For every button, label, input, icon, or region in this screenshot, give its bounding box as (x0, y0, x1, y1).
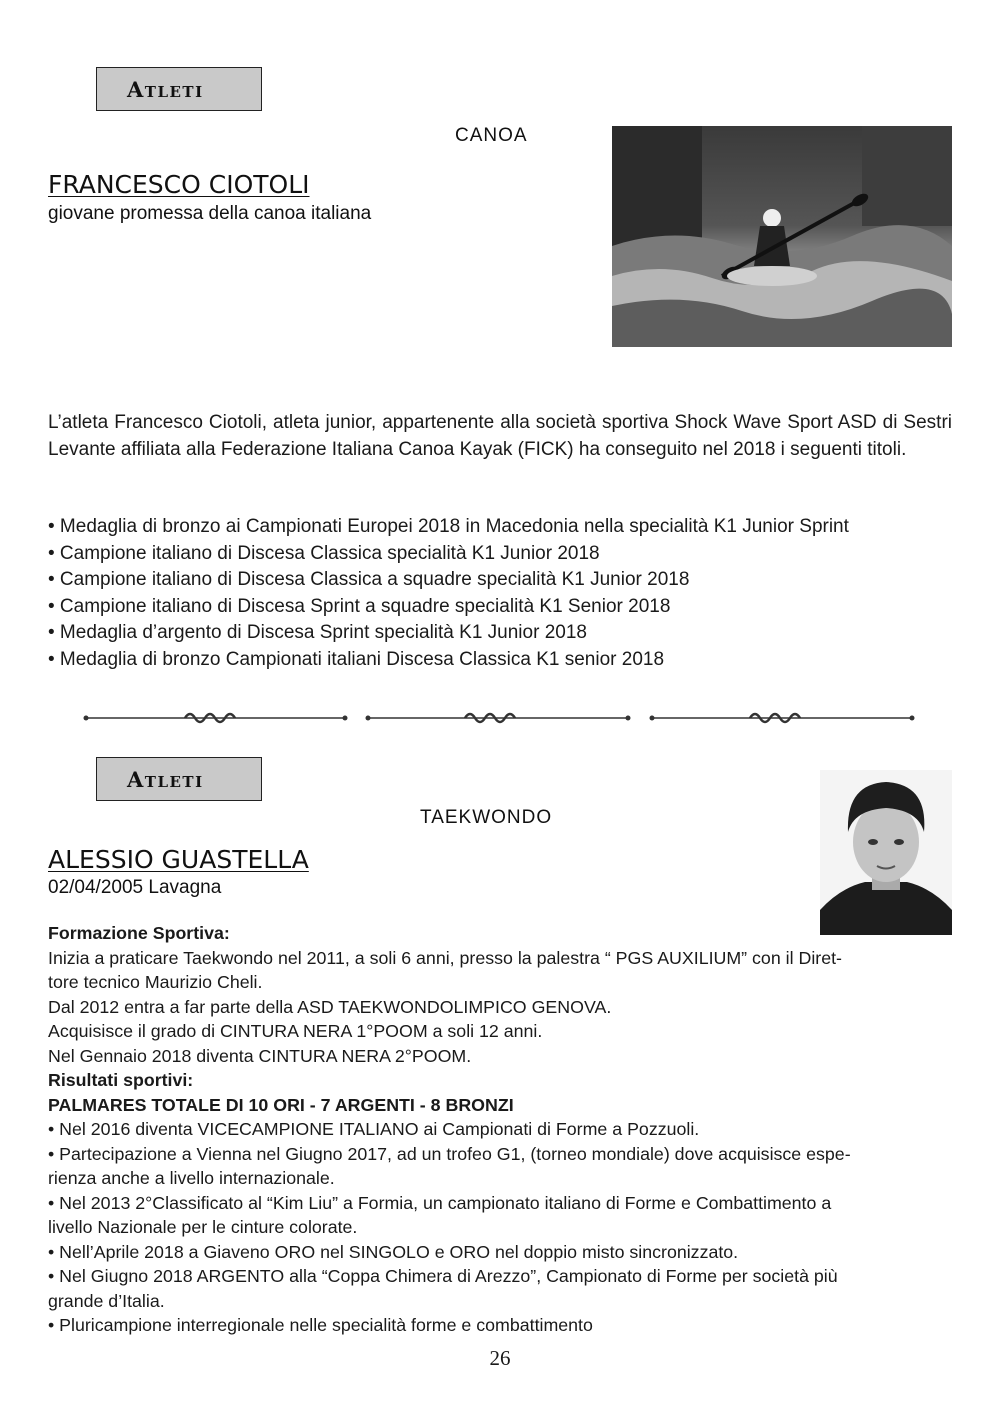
list-item: • Campione italiano di Discesa Sprint a squadre specialità K1 Senior 2018 (48, 595, 671, 617)
list-item: • Campione italiano di Discesa Classica specialità K1 Junior 2018 (48, 542, 600, 564)
section-tag-atleti: Atleti (96, 757, 262, 801)
bio-line: Inizia a praticare Taekwondo nel 2011, a soli 6 anni, presso la palestra “ PGS AUXILIUM” con il Diret- (48, 947, 842, 968)
bio-line: Nel Gennaio 2018 diventa CINTURA NERA 2°POOM. (48, 1045, 472, 1066)
list-item: • Medaglia di bronzo Campionati italiani Discesa Classica K1 senior 2018 (48, 648, 665, 670)
result-line: livello Nazionale per le cinture colorate. (48, 1217, 358, 1237)
result-line: • Partecipazione a Vienna nel Giugno 2017, ad un trofeo G1, (torneo mondiale) dove acquisisce espe- (48, 1143, 851, 1164)
athlete-bio (48, 921, 952, 1338)
athlete-subtitle: giovane promessa della canoa italiana (48, 203, 372, 224)
section-tag-atleti: Atleti (96, 67, 262, 111)
risultati-heading: Risultati sportivi: (48, 1070, 194, 1090)
result-line: • Nell’Aprile 2018 a Giaveno ORO nel SINGOLO e ORO nel doppio misto sincronizzato. (48, 1241, 739, 1262)
bio-line: Acquisisce il grado di CINTURA NERA 1°POOM a soli 12 anni. (48, 1021, 543, 1041)
athlete-description: L’atleta Francesco Ciotoli, atleta junior, appartenente alla società sportiva Shock Wave Sport ASD di Sestri Levante affiliata alla Federazione Italiana Canoa Kayak (FICK) ha conseguito nel 2018 i seguenti titoli. (48, 412, 952, 460)
list-item: • Medaglia di bronzo ai Campionati Europei 2018 in Macedonia nella specialità K1 Junior Sprint (48, 516, 849, 537)
athlete-portrait (820, 770, 952, 935)
bio-line: Dal 2012 entra a far parte della ASD TAEKWONDOLIMPICO GENOVA. (48, 996, 612, 1017)
result-line: • Nel 2013 2°Classificato al “Kim Liu” a Formia, un campionato italiano di Forme e Combattimento a (48, 1192, 832, 1213)
sport-label-canoa: CANOA (455, 125, 528, 146)
athlete-name: FRANCESCO CIOTOLI (48, 170, 310, 199)
result-line: rienza anche a livello internazionale. (48, 1168, 335, 1188)
sport-label-taekwondo: TAEKWONDO (420, 807, 553, 828)
list-item: • Campione italiano di Discesa Classica a squadre specialità K1 Junior 2018 (48, 569, 690, 590)
result-line: grande d’Italia. (48, 1290, 165, 1311)
page-number: 26 (489, 1346, 511, 1370)
result-line: • Pluricampione interregionale nelle specialità forme e combattimento (48, 1315, 593, 1335)
athlete-name: ALESSIO GUASTELLA (48, 845, 309, 874)
list-item: • Medaglia d’argento di Discesa Sprint specialità K1 Junior 2018 (48, 622, 587, 643)
palmares-line: PALMARES TOTALE DI 10 ORI - 7 ARGENTI - 8 BRONZI (48, 1094, 514, 1115)
athlete-birth-info: 02/04/2005 Lavagna (48, 877, 222, 898)
result-line: • Nel Giugno 2018 ARGENTO alla “Coppa Chimera di Arezzo”, Campionato di Forme per società più (48, 1266, 838, 1286)
ornament-divider (80, 706, 920, 730)
kayak-photo (612, 126, 952, 347)
result-line: • Nel 2016 diventa VICECAMPIONE ITALIANO ai Campionati di Forme a Pozzuoli. (48, 1119, 700, 1139)
titles-list (48, 514, 952, 673)
formazione-heading: Formazione Sportiva: (48, 923, 230, 943)
bio-line: tore tecnico Maurizio Cheli. (48, 972, 263, 992)
